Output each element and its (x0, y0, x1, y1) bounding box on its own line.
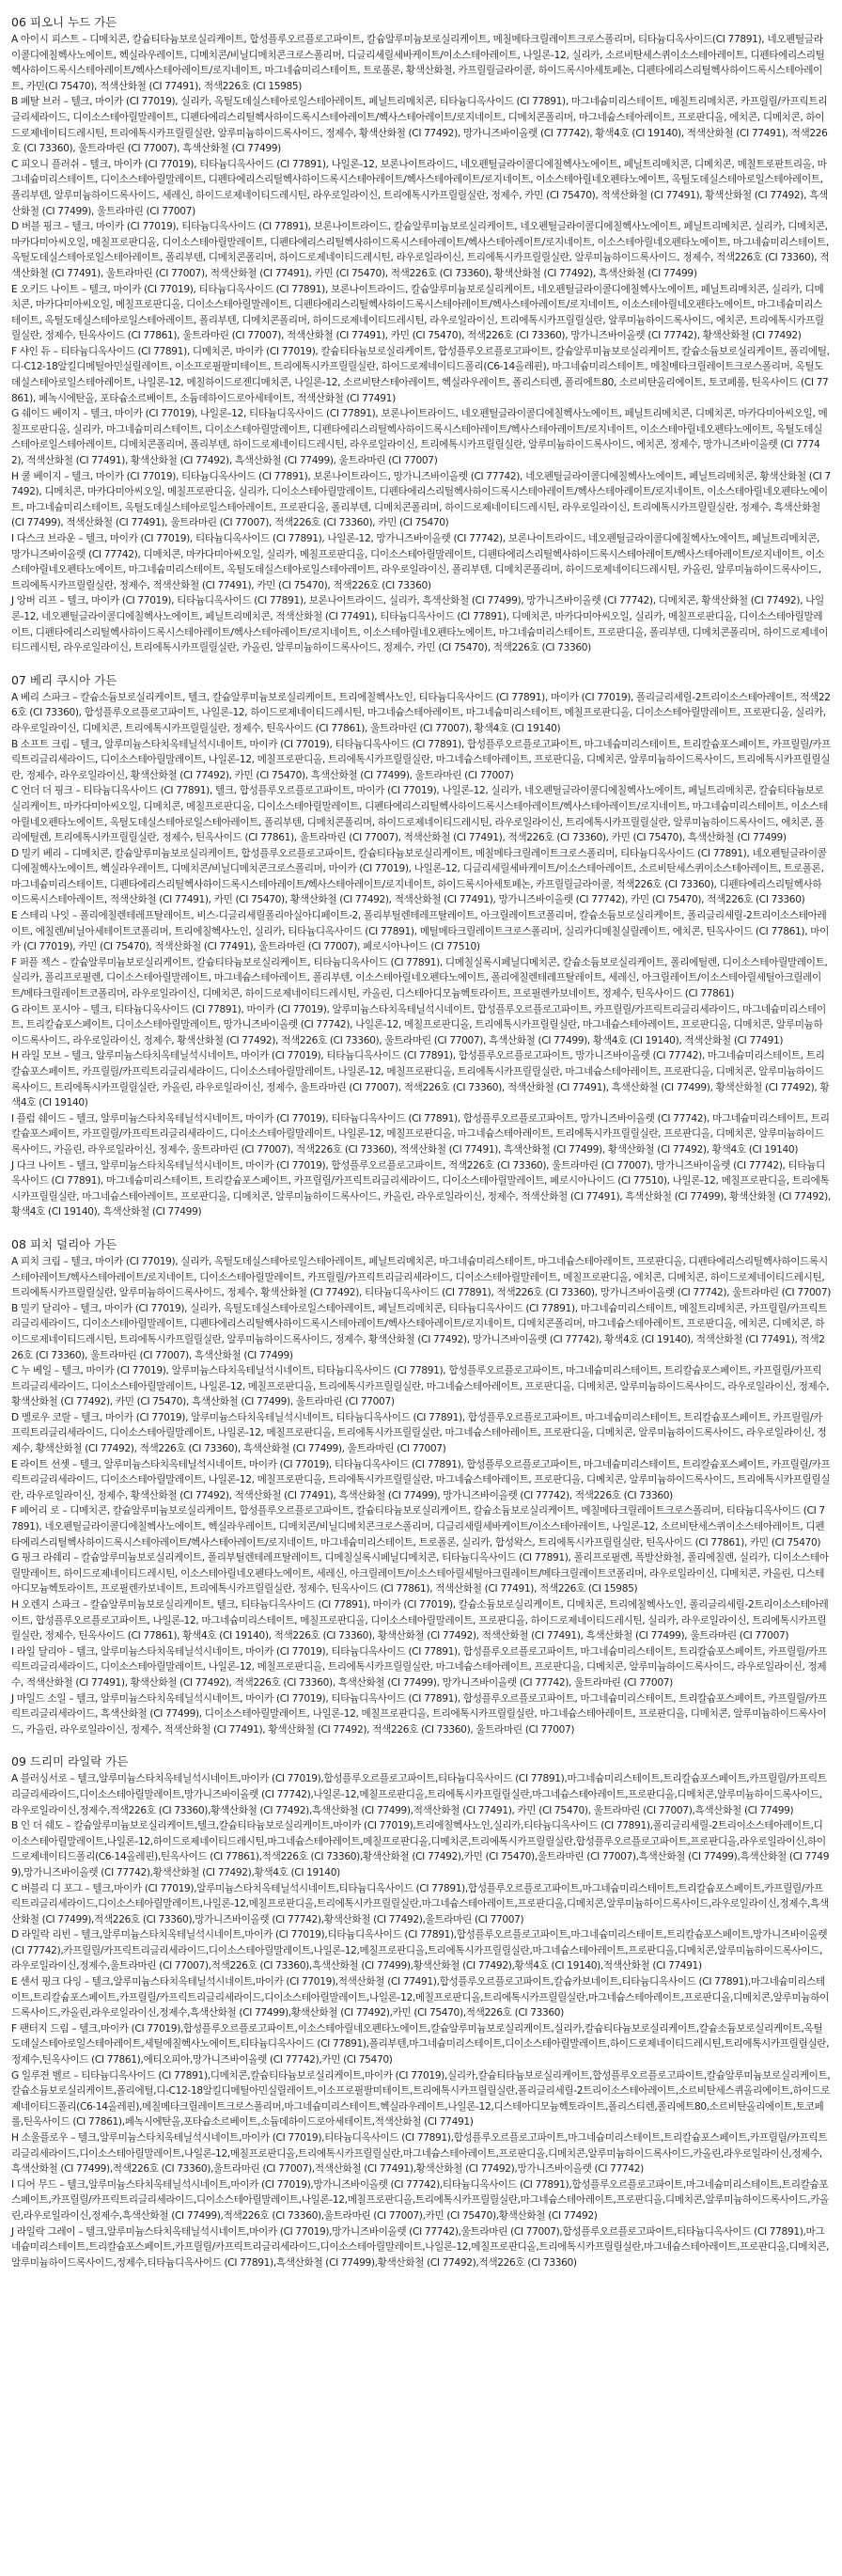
shade-ingredient-list: H 라일 모브 – 텔크, 알루미늄스타치옥테닐석시네이트, 마이카 (CI 77019), 티타늄디옥사이드 (CI 77891), 합성플루오르플로고파이트, 망가니즈바이올렛 (CI 77742), 마그네슘미리스테이트, 트리칼슘포스페이트, 카프릴릴/카프릭트리글리세라이드, 디이소스테아릴말레이트, 나일론-12, 메칠프로판디올, 트리에톡시카프릴릴실란, 마그네슘스테아레이트, 프로판디올, 디메치콘, 알루미늄하이드록사이드, 트리에톡시카프릴릴실란, 카올린, 라우로일라이신, 정제수, 울트라마린 (CI 77007), 적색226호 (CI 73360), 적색산화철 (CI 77491), 흑색산화철 (CI 77499), 황색산화철 (CI 77492), 황색4호 (CI 19140) (11, 1050, 830, 1109)
shade-ingredient-list: H 소울플로우 – 텔크,알루미늄스타치옥테닐석시네이트,마이카 (CI 77019),티타늄디옥사이드 (CI 77891),합성플루오르플로고파이트,마그네슘미리스테이트,트리칼슘포스페이트,카프릴릴/카프릭트리글리세라이드,디이소스테아릴말레이트,나일론-12,메칠프로판디올,트리에톡시카프릴릴실란,마그네슘스테아레이트,프로판디올,디메치콘,알루미늄하이드록사이드,카올린,라우로일라이신,정제수,흑색산화철 (CI 77499),적색226호 (CI 73360),울트라마린 (CI 77007),적색산화철 (CI 77491),황색산화철 (CI 77492),망가니즈바이올렛 (CI 77742) (11, 2132, 828, 2175)
shade-ingredient-list: J 마일드 소일 – 텔크, 알루미늄스타치옥테닐석시네이트, 마이카 (CI 77019), 티타늄디옥사이드 (CI 77891), 합성플루오르플로고파이트, 마그네슘미리스테이트, 트리칼슘포스페이트, 카프릴릴/카프릭트리글리세라이드, 흑색산화철 (CI 77499), 디이소스테아릴말레이트, 나일론-12, 메칠프로판디올, 트리에톡시카프릴릴실란, 마그네슘스테아레이트, 프로판디올, 디메치콘, 알루미늄하이드록사이드, 카올린, 라우로일라이신, 정제수, 적색산화철 (CI 77491), 황색산화철 (CI 77492), 적색226호 (CI 73360), 울트라마린 (CI 77007) (11, 1692, 827, 1736)
shade-ingredient-list: C 언더 더 핑크 – 티타늄디옥사이드 (CI 77891), 텔크, 합성플루오르플로고파이트, 마이카 (CI 77019), 나일론-12, 실리카, 네오펜틸글라이콜디에칠헥사노에이트, 페닐트리메치콘, 칼슘티타늄보로실리케이트, 마카다미아씨오일, 디메치콘, 메칠프로판디올, 디이소스테아릴말레이트, 디펜타에리스리틸헥사하이드록시스테아레이트/헥사스테아레이트/로지네이트, 마그네슘미리스테이트, 이소스테아릴네오펜타노에이트, 옥틸도데실스테아로일스테아레이트, 폴리부텐, 디메치콘폴리머, 하이드로제네이티드레시틴, 라우로일라이신, 트리에톡시카프릴릴실란, 알루미늄하이드록사이드, 에치콘, 폴리에틸렌, 트리에톡시카프릴릴실란, 정제수, 틴옥사이드 (CI 77861), 울트라마린 (CI 77007), 적색산화철 (CI 77491), 적색226호 (CI 73360), 카민 (CI 75470), 흑색산화철 (CI 77499) (11, 785, 829, 844)
shade-ingredient-list: A 블러싱서로 – 텔크,알루미늄스타치옥테닐석시네이트,마이카 (CI 77019),합성플루오르플로고파이트,티타늄디옥사이드 (CI 77891),마그네슘미리스테이트,트리칼슘포스페이트,카프릴릴/카프릭트리글리세라이드,디이소스테아릴말레이트,망가니즈바이올렛 (CI 77742),나일론-12,메칠프로판디올,트리에톡시카프릴릴실란,마그네슘스테아레이트,프로판디올,디메치콘,알루미늄하이드록사이드,라우로일라이신,정제수,적색226호 (CI 73360),황색산화철 (CI 77492),흑색산화철 (CI 77499),적색산화철 (CI 77491), 카민 (CI 75470), 울트라마린 (CI 77007),흑색산화철 (CI 77499) (11, 1773, 827, 1816)
shade-ingredient-list: I 디어 무드 – 텔크,알루미늄스타치옥테닐석시네이트,마이카 (CI 77019),망가니즈바이올렛 (CI 77742),티타늄디옥사이드 (CI 77891),합성플루오르플로고파이트,마그네슘미리스테이트,트리칼슘포스페이트,카프릴릴/카프릭트리글리세라이드,디이소스테아릴말레이트,나일론-12,메칠프로판디올,트리에톡시카프릴릴실란,마그네슘스테아레이트,프로판디올,디메치콘,알루미늄하이드록사이드,카올린,라우로일라이신,정제수,흑색산화철 (CI 77499),적색226호 (CI 73360),울트라마린 (CI 77007),카민 (CI 75470),황색산화철 (CI 77492) (11, 2178, 829, 2222)
shade-ingredient-list: D 멜로우 코랄 – 텔크, 마이카 (CI 77019), 알루미늄스타치옥테닐석시네이트, 티타늄디옥사이드 (CI 77891), 합성플루오르플로고파이트, 마그네슘미리스테이트, 트리칼슘포스페이트, 카프릴릴/카프릭트리글리세라이드, 디이소스테아릴말레이트, 나일론-12, 메칠프로판디올, 트리에톡시카프릴릴실란, 마그네슘스테아레이트, 프로판디올, 디메치콘, 알루미늄하이드록사이드, 라우로일라이신, 정제수, 황색산화철 (CI 77492), 적색226호 (CI 73360), 흑색산화철 (CI 77499), 울트라마린 (CI 77007) (11, 1411, 827, 1455)
shade-ingredient-list: A 베리 스파크 – 칼슘소듐보로실리케이트, 텔크, 칼슘알루미늄보로실리케이트, 트리에칠헥사노인, 티타늄디옥사이드 (CI 77891), 마이카 (CI 77019), 폴리글리세릴-2트리이소스테아레이트, 적색226호 (CI 73360), 합성플루오르플로고파이트, 나일론-12, 하이드로제네이티드레시틴, 마그네슘스테아레이트, 마그네슘미리스테이트, 메칠프로판디올, 디이소스테아릴말레이트, 프로판디올, 실리카, 라우로일라이신, 디메치콘, 트리에톡시카프릴릴실란, 정제수, 틴옥사이드 (CI 77861), 울트라마린 (CI 77007), 황색4호 (CI 19140) (11, 691, 831, 734)
shade-ingredient-list: H 오렌지 스파크 – 칼슘알루미늄보로실리케이트, 텔크, 티타늄디옥사이드 (CI 77891), 마이카 (CI 77019), 칼슘소듐보로실리케이트, 디메치콘, 트리에칠헥사노인, 폴리글리세릴-2트리이소스테아레이트, 합성플루오르플로고파이트, 나일론-12, 마그네슘미리스테이트, 메칠프로판디올, 디이소스테아릴말레이트, 프로판디올, 하이드로제네이티드레시틴, 실리카, 라우로일라이신, 트리에톡시카프릴릴실란, 정제수, 틴옥사이드 (CI 77861), 황색4호 (CI 19140), 적색226호 (CI 73360), 황색산화철 (CI 77492), 적색산화철 (CI 77491), 흑색산화철 (CI 77499), 울트라마린 (CI 77007) (11, 1599, 829, 1642)
shade-ingredient-list: E 라이트 선셋 – 텔크, 알루미늄스타치옥테닐석시네이트, 마이카 (CI 77019), 티타늄디옥사이드 (CI 77891), 합성플루오르플로고파이트, 마그네슘미리스테이트, 트리칼슘포스페이트, 카프릴릴/카프릭트리글리세라이드, 디이소스테아릴말레이트, 나일론-12, 메칠프로판디올, 트리에톡시카프릴릴실란, 마그네슘스테아레이트, 프로판디올, 디메치콘, 알루미늄하이드록사이드, 트리에톡시카프릴릴실란, 라우로일라이신, 정제수, 황색산화철 (CI 77492), 적색산화철 (CI 77491), 흑색산화철 (CI 77499), 망가니즈바이올렛 (CI 77742), 적색226호 (CI 73360) (11, 1458, 831, 1501)
shade-ingredient-list: C 피오니 플러쉬 – 텔크, 마이카 (CI 77019), 티타늄디옥사이드 (CI 77891), 나일론-12, 보론나이트라이드, 네오펜틸글라이콜디에칠헥사노에이트, 페닐트리메치콘, 디메치콘, 메칠트로판트리올, 마그네슘미리스테이트, 디이소스테아릴말레이트, 디펜타에리스리틸헥사하이드록시스테아레이트/헥사스테아레이트/로지네이트, 이소스테아릴네오펜타노에이트, 옥틸도데실스테아로일스테아레이트, 폴리부텐, 알루미늄하이드록사이드, 세레신, 하이드로제네이티드레시틴, 라우로일라이신, 트리에톡시카프릴릴실란, 정제수, 카민 (CI 75470), 적색산화철 (CI 77491), 황색산화철 (CI 77492), 흑색산화철 (CI 77499), 울트라마린 (CI 77007) (11, 158, 828, 217)
shade-ingredient-list: E 스테리 나잇 – 폴리에칠렌테레프탈레이트, 비스-디글리세릴폴리아실아디페이트-2, 폴리부틸렌테레프탈레이트, 아크릴레이트코폴리머, 칼슘소듐보로실리케이트, 폴리글리세릴-2트리이소스테아레이트, 에칠렌/비닐아세테이트코폴리머, 트리에칠헥사노인, 실리카, 티타늄디옥사이드 (CI 77891), 메틸메타크릴레이트크로스폴리머, 실리카디메칠실릴레이트, 에치콘, 틴옥사이드 (CI 77861), 마이카 (CI 77019), 카민 (CI 75470), 적색산화철 (CI 77491), 울트라마린 (CI 77007), 페로시아나이드 (CI 77510) (11, 910, 830, 953)
palette-section (11, 15, 831, 656)
shade-ingredient-list: I 라일 달리아 – 텔크, 알루미늄스타치옥테닐석시네이트, 마이카 (CI 77019), 티타늄디옥사이드 (CI 77891), 합성플루오르플로고파이트, 마그네슘미리스테이트, 트리칼슘포스페이트, 카프릴릴/카프릭트리글리세라이드, 디이소스테아릴말레이트, 나일론-12, 메칠프로판디올, 트리에톡시카프릴릴실란, 마그네슘스테아레이트, 프로판디올, 디메치콘, 알루미늄하이드록사이드, 라우로일라이신, 정제수, 적색산화철 (CI 77491), 황색산화철 (CI 77492), 적색226호 (CI 73360), 흑색산화철 (CI 77499), 망가니즈바이올렛 (CI 77742), 울트라마린 (CI 77007) (11, 1645, 827, 1689)
shade-ingredient-list: D 라일락 리빈 – 텔크,알루미늄스타치옥테닐석시네이트,마이카 (CI 77019),티타늄디옥사이드 (CI 77891),합성플루오르플로고파이트,마그네슘미리스테이트,트리칼슘포스페이트,망가니즈바이올렛 (CI 77742),카프릴릴/카프릭트리글리세라이드,디이소스테아릴말레이트,나일론-12,메칠프로판디올,트리에톡시카프릴릴실란,마그네슘스테아레이트,프로판디올,디메치콘,알루미늄하이드록사이드,라우로일라이신,정제수,울트라마린 (CI 77007),적색226호 (CI 73360),흑색산화철 (CI 77499),황색산화철 (CI 77492),황색4호 (CI 19140),적색산화철 (CI 77491) (11, 1929, 828, 1972)
section-title: 09 드리미 라일락 가든 (11, 1754, 129, 1769)
shade-ingredient-list: G 일루젼 벨르 – 티타늄디옥사이드 (CI 77891),디메치콘,칼슘티타늄보로실리케이트,마이카 (CI 77019),실리카,칼슘티타늄보로실리케이트,합성플루오르플로고파이트,칼슘알루미늄보로실리케이트,칼슘소듐보로실리케이트,폴리에틸,디-C12-18알킬디메틸아민실릴레이트,이소프로필팔미테이트,트리에톡시카프릴릴실란,폴리글리세릴-2트리이소스테아레이트,소르비탄세스퀴올리에이트,하이드로제네이티드폴리(C6-14올레핀),메칠메타크릴레이트크로스폴리머,마그네슘미리스테이트,헥실라우레이트,나일론-12,디스테아디모늄헥토라이트,폴리스티렌,폴리에트80,소르비탄올리에이트,토코페롤,틴옥사이드 (CI 77861),페녹시에탄올,포타슘소르베이트,소듐데하이드로아세테이트,적색산화철 (CI 77491) (11, 2069, 831, 2128)
shade-ingredient-list: F 페어리 로 – 디메치콘, 칼슘알루미늄보로실리케이트, 합성플루오르플로고파이트, 칼슘티타늄보로실리케이트, 칼슘소듐보로실리케이트, 메칠메타크릴레이트크로스폴리머, 티타늄디옥사이드 (CI 77891), 네오펜틸글라이콜디에칠헥사노에이트, 헥실라우레이트, 디메치콘/비닐디메치콘크로스폴리머, 디글리세릴세바케이트/이소스테아레이트, 나일론-12, 소르비탄세스퀴이소스테아레이트, 디펜타에리스리틸헥사하이드록시스테아레이트/헥사스테아레이트/로지네이트, 마그네슘미리스테이트, 트로폴론, 실리카, 합성왁스, 트리에톡시카프릴릴실란, 틴옥사이드 (CI 77861), 카민 (CI 75470) (11, 1505, 825, 1548)
shade-ingredient-list: G 핑크 라쉐리 – 칼슘알루미늄보로실리케이트, 폴리부틸렌테레프탈레이트, 디메칠실록시페닐디메치콘, 티타늄디옥사이드 (CI 77891), 폴리프로필렌, 폭발산화철, 폴리에칠렌, 실리카, 디이소스테아릴말레이트, 하이드로제네이티드레시틴, 이소스테아릴네오펜타노에이트, 세레신, 아크릴레이트/이소스테아릴세틸아크릴레이트/메타크릴레이트코폴리머, 라우로일라이신, 디메치콘, 카올린, 디스테아디모늄헥토라이트, 프로필렌카보네이트, 트리에톡시카프릴릴실란, 정제수, 틴옥사이드 (CI 77861), 적색산화철 (CI 77491), 적색226호 (CI 15985) (11, 1552, 829, 1595)
shade-ingredient-list: H 쿨 베이지 – 텔크, 마이카 (CI 77019), 티타늄디옥사이드 (CI 77891), 보론나이트라이드, 망가니즈바이올렛 (CI 77742), 네오펜틸글라이콜디에칠헥사노에이트, 페닐트리메치콘, 황색산화철 (CI 77492), 디메치콘, 마카다미아씨오일, 메칠프로판디올, 실리카, 디이소스테아릴말레이트, 디펜타에리스리틸헥사하이드록시스테아레이트/헥사스테아레이트/로지네이트, 이소스테아릴네오펜타노에이트, 마그네슘미리스테이트, 옥틸도데실스테아로일스테아레이트, 프로판디올, 폴리부텐, 디메치콘폴리머, 하이드로제네이티드레시틴, 라우로일라이신, 트리에톡시카프릴릴실란, 정제수, 흑색산화철 (CI 77499), 적색산화철 (CI 77491), 울트라마린 (CI 77007), 적색226호 (CI 73360), 카민 (CI 75470) (11, 470, 831, 529)
shade-ingredient-list: D 버블 핑크 – 텔크, 마이카 (CI 77019), 티타늄디옥사이드 (CI 77891), 보론나이트라이드, 칼슘알루미늄보로실리케이트, 네오펜틸글라이콜디에칠헥사노에이트, 페닐트리메치콘, 실리카, 디메치콘, 마카다미아씨오일, 메칠프로판디올, 디이소스테아릴말레이트, 디펜타에리스리틸헥사하이드록시스테아레이트/헥사스테아레이트/로지네이트, 이소스테아릴네오펜타노에이트, 마그네슘미리스테이트, 옥틸도데실스테아로일스테아레이트, 폴리부텐, 디메치콘폴리머, 하이드로제네이티드레시틴, 라우로일라이신, 트리에톡시카프릴릴실란, 알루미늄하이드록사이드, 정제수, 적색226호 (CI 73360), 적색산화철 (CI 77491), 울트라마린 (CI 77007), 적색산화철 (CI 77491), 카민 (CI 75470), 적색226호 (CI 73360), 황색산화철 (CI 77492), 흑색산화철 (CI 77499) (11, 221, 830, 279)
shade-ingredient-list: B 인 더 쉐도 – 칼슘알루미늄보로실리케이트,텔크,칼슘티타늄보로실리케이트,마이카 (CI 77019),트리에칠헥사노인,실리카,티타늄디옥사이드 (CI 77891),폴리글리세릴-2트리이소스테아레이트,디이소스테아릴말레이트,나일론-12,하이드로제네이티드레시틴,마그네슘스테아레이트,메칠프로판디올,디메치콘,트리에톡시카프릴릴실란,합성플루오르플로고파이트,프로판디올,라우로일라이신,하이드로제네이티드폴리(C6-14올레핀),틴옥사이드 (CI 77861),적색226호 (CI 73360),황색산화철 (CI 77492),카민 (CI 75470),울트라마린 (CI 77007),흑색산화철 (CI 77499),흑색산화철 (CI 77499),망가니즈바이올렛 (CI 77742),황색산화철 (CI 77492),황색4호 (CI 19140) (11, 1820, 830, 1878)
shade-ingredient-list: A 아이시 피스트 – 디메치콘, 칼슘티타늄보로실리케이트, 합성플루오르플로고파이트, 칼슘알루미늄보로실리케이트, 메칠메타크릴레이트크로스폴리머, 티타늄디옥사이드(CI 77891), 네오펜틸글라이콜디에칠헥사노에이트, 헥실라우레이트, 디메치콘/비닐디메치콘크로스폴리머, 디글리세릴세바케이트/이소스테아레이트, 나일론-12, 실리카, 소르비탄세스퀴이소스테아레이트, 디펜타에리스리틸헥사하이드록시스테아레이트/헥사스테아레이트/로지네이트, 마그네슘미리스테이트, 트로폴론, 황색산화철, 카프릴릴글라이콜, 하이드록시아세토페논, 디펜타에리스리틸헥사하이드록시스테아레이트, 카민(CI 75470), 적색산화철 (CI 77491), 적색226호 (CI 15985) (11, 34, 825, 92)
shade-ingredient-list: J 앙버 리프 – 텔크, 마이카 (CI 77019), 티타늄디옥사이드 (CI 77891), 보론나이트라이드, 실리카, 흑색산화철 (CI 77499), 망가니즈바이올렛 (CI 77742), 디메치콘, 황색산화철 (CI 77492), 나일론-12, 네오펜틸글라이콜디에칠헥사노에이트, 페닐트리메치콘, 적색산화철 (CI 77491), 티타늄디옥사이드 (CI 77891), 디메치콘, 마카다미아씨오일, 실리카, 메칠프로판디올, 디이소스테아릴말레이트, 디펜타에리스리틸헥사하이드록시스테아레이트/헥사스테아레이트/로지네이트, 이소스테아릴네오펜타노에이트, 마그네슘미리스테이트, 프로판디올, 폴리부텐, 디메치콘폴리머, 하이드로제네이티드레시틴, 라우로일라이신, 트리에톡시카프릴릴실란, 카올린, 알루미늄하이드록사이드, 정제수, 카민 (CI 75470), 적색226호 (CI 73360) (11, 595, 829, 654)
shade-ingredient-list: J 다크 나이트 – 텔크, 알루미늄스타치옥테닐석시네이트, 마이카 (CI 77019), 합성플루오르플로고파이트, 적색226호 (CI 73360), 울트라마린 (CI 77007), 망가니즈바이올렛 (CI 77742), 티타늄디옥사이드 (CI 77891), 마그네슘미리스테이트, 트리칼슘포스페이트, 카프릴릴/카프릭트리글리세라이드, 디이소스테아릴말레이트, 페로시아나이드 (CI 77510), 나일론-12, 메칠프로판디올, 트리에톡시카프릴릴실란, 마그네슘스테아레이트, 프로판디올, 디메치콘, 알루미늄하이드록사이드, 카올린, 라우로일라이신, 정제수, 적색산화철 (CI 77491), 흑색산화철 (CI 77499), 황색산화철 (CI 77492), 황색4호 (CI 19140), 흑색산화철 (CI 77499) (11, 1159, 831, 1218)
palette-section (11, 673, 831, 1220)
shade-ingredient-list: F 샤인 듀 – 티타늄디옥사이드 (CI 77891), 디메치콘, 마이카 (CI 77019), 칼슘티타늄보로실리케이트, 합성플루오르플로고파이트, 칼슘알루미늄보로실리케이트, 칼슘소듐보로실리케이트, 폴리에틸, 디-C12-18알킬디메틸아민실릴레이트, 이소프로필팔미테이트, 트리에톡시카프릴릴실란, 하이드로제네이티드폴리(C6-14올레핀), 마그네슘미리스테이트, 메칠메타크릴레이트크로스폴리머, 옥틸도데실스테아로일스테아레이트, 나일론-12, 메칠하이드로젠디메치콘, 나일론-12, 소르비탄스테아레이트, 헥실라우레이트, 폴리스티렌, 폴리에트80, 소르비탄올리에이트, 토코페롤, 틴옥사이드 (CI 77861), 페녹시에탄올, 포타슘소르베이트, 소듐데하이드로아세테이트, 적색산화철 (CI 77491) (11, 345, 830, 404)
section-title: 06 피오니 누드 가든 (11, 15, 117, 29)
shade-ingredient-list: G 쉐이드 베이지 – 텔크, 마이카 (CI 77019), 나일론-12, 티타늄디옥사이드 (CI 77891), 보론나이트라이드, 네오펜틸글라이콜디에칠헥사노에이트, 페닐트리메치콘, 디메치콘, 마카다미아씨오일, 메칠프로판디올, 실리카, 마그네슘미리스테이트, 디이소스테아릴말레이트, 디펜타에리스리틸헥사하이드록시스테아레이트/헥사스테아레이트/로지네이트, 이소스테아릴네오펜타노에이트, 옥틸도데실스테아로일스테아레이트, 디메치콘폴리머, 폴리부텐, 하이드로제네이티드레시틴, 라우로일라이신, 트리에톡시카프릴릴실란, 알루미늄하이드록사이드, 에치콘, 정제수, 망가니즈바이올렛 (CI 77742), 적색산화철 (CI 77491), 황색산화철 (CI 77492), 흑색산화철 (CI 77499), 울트라마린 (CI 77007) (11, 408, 828, 467)
shade-ingredient-list: I 다스크 브라운 – 텔크, 마이카 (CI 77019), 티타늄디옥사이드 (CI 77891), 나일론-12, 망가니즈바이올렛 (CI 77742), 보론나이트라이드, 네오펜틸글라이콜디에칠헥사노에이트, 페닐트리메치콘, 망가니즈바이올렛 (CI 77742), 디메치콘, 마카다미아씨오일, 실리카, 메칠프로판디올, 디이소스테아릴말레이트, 디펜타에리스리틸헥사하이드록시스테아레이트/헥사스테아레이트/로지네이트, 이소스테아릴네오펜타노에이트, 마그네슘미리스테이트, 옥틸도데실스테아로일스테아레이트, 라우로일라이신, 폴리부텐, 디메치콘폴리머, 하이드로제네이티드레시틴, 카올린, 알루미늄하이드록사이드, 트리에톡시카프릴릴실란, 정제수, 적색산화철 (CI 77491), 카민 (CI 75470), 적색226호 (CI 73360) (11, 533, 825, 591)
shade-ingredient-list: C 누 베일 – 텔크, 마이카 (CI 77019), 알루미늄스타치옥테닐석시네이트, 티타늄디옥사이드 (CI 77891), 합성플루오르플로고파이트, 마그네슘미리스테이트, 트리칼슘포스페이트, 카프릴릴/카프릭트리글리세라이드, 디이소스테아릴말레이트, 나일론-12, 메칠프로판디올, 트리에톡시카프릴릴실란, 마그네슘스테아레이트, 프로판디올, 디메치콘, 알루미늄하이드록사이드, 라우로일라이신, 정제수, 황색산화철 (CI 77492), 카민 (CI 75470), 흑색산화철 (CI 77499), 울트라마린 (CI 77007) (11, 1365, 830, 1408)
shade-ingredient-list: F 퍼플 젝스 – 칼슘알루미늄보로실리케이트, 칼슘티타늄보로실리케이트, 티타늄디옥사이드 (CI 77891), 디메칠실록시페닐디메치콘, 칼슘소듐보로실리케이트, 폴리에틸렌, 디이소스테아릴말레이트, 실리카, 폴리프로필렌, 디이소스테아릴말레이트, 마그네슘스테아레이트, 폴리부텐, 이소스테아릴네오펜타노에이트, 폴리에칠렌테레프탈레이트, 세레신, 아크릴레이트/이소스테아릴세틸아크릴레이트/메타크릴레이트코폴리머, 라우로일라이신, 디메치콘, 하이드로제네이티드레시틴, 카올린, 디스테아디모늄헥토라이트, 프로필렌카보네이트, 정제수, 틴옥사이드 (CI 77861) (11, 956, 828, 1000)
section-title: 07 베리 쿠시아 가든 (11, 672, 117, 687)
shade-ingredient-list: B 페탈 브러 – 텔크, 마이카 (CI 77019), 실리카, 옥틸도데실스테아로일스테아레이트, 페닐트리메치콘, 티타늄디옥사이드 (CI 77891), 마그네슘미리스테이트, 메칠트리메치콘, 카프릴릴/카프릭트리글리세라이드, 디이소스테아릴말레이트, 디펜타에리스리틸헥사하이드록시스테아레이트/헥사스테아레이트/로지네이트, 디메치콘폴리머, 마그네슘스테아레이트, 프로판디올, 에치콘, 디메치콘, 하이드로제네이티드레시틴, 트리에톡시카프릴릴실란, 알루미늄하이드록사이드, 정제수, 황색산화철 (CI 77492), 망가니즈바이올렛 (CI 77742), 황색4호 (CI 19140), 적색산화철 (CI 77491), 적색226호 (CI 73360), 울트라마린 (CI 77007), 흑색산화철 (CI 77499) (11, 96, 828, 155)
section-title: 08 피치 덜리아 가든 (11, 1236, 117, 1251)
shade-ingredient-list: J 라일락 그레이 – 텔크,알루미늄스타치옥테닐석시네이트,마이카 (CI 77019),망가니즈바이올렛 (CI 77742),울트라마린 (CI 77007),합성플루오르플로고파이트,티타늄디옥사이드 (CI 77891),마그네슘미리스테이트,트리칼슘포스페이트,카프릴릴/카프릭트리글리세라이드,디이소스테아릴말레이트,나일론-12,메칠프로판디올,트리에톡시카프릴릴실란,마그네슘스테아레이트,프로판디올,디메치콘,알루미늄하이드록사이드,정제수,티타늄디옥사이드 (CI 77891),흑색산화철 (CI 77499),황색산화철 (CI 77492),적색226호 (CI 73360) (11, 2225, 829, 2269)
shade-ingredient-list: C 버블리 디 포그 – 텔크,마이카 (CI 77019),알루미늄스타치옥테닐석시네이트,티타늄디옥사이드 (CI 77891),합성플루오르플로고파이트,마그네슘미리스테이트,트리칼슘포스페이트,카프릴릴/카프릭트리글리세라이드,디이소스테아릴말레이트,나일론-12,메칠프로판디올,트리에톡시카프릴릴실란,마그네슘스테아레이트,프로판디올,디메치콘,알루미늄하이드록사이드,라우로일라이신,정제수,흑색산화철 (CI 77499),적색226호 (CI 73360),망가니즈바이올렛 (CI 77742),황색산화철 (CI 77492),울트라마린 (CI 77007) (11, 1882, 829, 1925)
shade-ingredient-list: E 오키드 나이트 – 텔크, 마이카 (CI 77019), 티타늄디옥사이드 (CI 77891), 보론나이트라이드, 칼슘알루미늄보로실리케이트, 네오펜틸글라이콜디에칠헥사노에이트, 페닐트리메치콘, 실리카, 디메치콘, 마카다미아씨오일, 메칠프로판디올, 디이소스테아릴말레이트, 디펜타에리스리틸헥사하이드록시스테아레이트/헥사스테아레이트/로지네이트, 이소스테아릴네오펜타노에이트, 마그네슘미리스테이트, 옥틸도데실스테아로일스테아레이트, 폴리부텐, 디메치콘폴리머, 하이드로제네이티드레시틴, 라우로일라이신, 트리에톡시카프릴릴실란, 알루미늄하이드록사이드, 에치콘, 트리에톡시카프릴릴실란, 정제수, 틴옥사이드 (CI 77861), 울트라마린 (CI 77007), 적색산화철 (CI 77491), 카민 (CI 75470), 적색226호 (CI 73360), 망가니즈바이올렛 (CI 77742), 황색산화철 (CI 77492) (11, 283, 824, 342)
shade-ingredient-list: G 라이트 포시아 – 텔크, 티타늄디옥사이드 (CI 77891), 마이카 (CI 77019), 알루미늄스타치옥테닐석시네이트, 합성플루오르플로고파이트, 카프릴릴/카프릭트리글리세라이드, 마그네슘미리스테이트, 트리칼슘포스페이트, 디이소스테아릴말레이트, 망가니즈바이올렛 (CI 77742), 나일론-12, 메칠프로판디올, 트리에톡시카프릴릴실란, 마그네슘스테아레이트, 프로판디올, 디메치콘, 알루미늄하이드록사이드, 라우로일라이신, 정제수, 황색산화철 (CI 77492), 적색226호 (CI 73360), 울트라마린 (CI 77007), 흑색산화철 (CI 77499), 황색4호 (CI 19140), 적색산화철 (CI 77491) (11, 1003, 826, 1046)
shade-ingredient-list: E 센서 핑크 다잉 – 텔크,알루미늄스타치옥테닐석시네이트,마이카 (CI 77019),적색산화철 (CI 77491),합성플루오르플로고파이트,칼슘카보네이트,티타늄디옥사이드 (CI 77891),마그네슘미리스테이트,트리칼슘포스페이트,카프릴릴/카프릭트리글리세라이드,디이소스테아릴말레이트,나일론-12,메칠프로판디올,트리에톡시카프릴릴실란,마그네슘스테아레이트,프로판디올,디메치콘,알루미늄하이드록사이드,카올린,라우로일라이신,정제수,흑색산화철 (CI 77499),황색산화철 (CI 77492),카민 (CI 75470),적색226호 (CI 73360) (11, 1976, 829, 2019)
shade-ingredient-list: B 소프트 크림 – 텔크, 알루미늄스타치옥테닐석시네이트, 마이카 (CI 77019), 티타늄디옥사이드 (CI 77891), 합성플루오르플로고파이트, 마그네슘미리스테이트, 트리칼슘포스페이트, 카프릴릴/카프릭트리글리세라이드, 디이소스테아릴말레이트, 나일론-12, 메칠프로판디올, 트리에톡시카프릴릴실란, 마그네슘스테아레이트, 프로판디올, 디메치콘, 알루미늄하이드록사이드, 트리에톡시카프릴릴실란, 정제수, 라우로일라이신, 황색산화철 (CI 77492), 카민 (CI 75470), 흑색산화철 (CI 77499), 울트라마린 (CI 77007) (11, 738, 831, 781)
shade-ingredient-list: I 플럼 쉐이드 – 텔크, 알루미늄스타치옥테닐석시네이트, 마이카 (CI 77019), 티타늄디옥사이드 (CI 77891), 합성플루오르플로고파이트, 망가니즈바이올렛 (CI 77742), 마그네슘미리스테이트, 트리칼슘포스페이트, 카프릴릴/카프릭트리글리세라이드, 디이소스테아릴말레이트, 나일론-12, 메칠프로판디올, 마그네슘스테아레이트, 트리에톡시카프릴릴실란, 프로판디올, 디메치콘, 알루미늄하이드록사이드, 카올린, 라우로일라이신, 정제수, 울트라마린 (CI 77007), 적색226호 (CI 73360), 적색산화철 (CI 77491), 흑색산화철 (CI 77499), 황색산화철 (CI 77492), 황색4호 (CI 19140) (11, 1112, 830, 1155)
shade-ingredient-list: A 피치 크림 – 텔크, 마이카 (CI 77019), 실리카, 옥틸도데실스테아로일스테아레이트, 페닐트리메치콘, 마그네슘미리스테이트, 마그네슘스테아레이트, 프로판디올, 디펜타에리스리틸헥사하이드록시스테아레이트/헥사스테아레이트/로지네이트, 디이소스테아릴말레이트, 카프릴릴/카프릭트리글리세라이드, 디이소스테아릴말레이트, 메칠프로판디올, 에치콘, 디메치콘, 하이드로제네이티드레시틴, 트리에톡시카프릴릴실란, 알루미늄하이드록사이드, 정제수, 황색산화철 (CI 77492), 티타늄디옥사이드 (CI 77891), 적색226호 (CI 73360), 망가니즈바이올렛 (CI 77742), 울트라마린 (CI 77007) (11, 1255, 831, 1299)
shade-ingredient-list: F 팬터지 드림 – 텔크,마이카 (CI 77019),합성플루오르플로고파이트,이소스테아릴네오펜타노에이트,칼슘알루미늄보로실리케이트,실리카,칼슘티타늄보로실리케이트,칼슘소듐보로실리케이트,옥틸도데실스테아로일스테아레이트,세틸에칠헥사노에이트,티타늄디옥사이드 (CI 77891),폴리부텐,마그네슘미리스테이트,디이소스테아릴말레이트,하이드로제네이티드레시틴,트리에톡시카프릴릴실란,정제수,틴옥사이드 (CI 77861),에티오피아,망가니즈바이올렛 (CI 77742),카민 (CI 75470) (11, 2022, 830, 2066)
palette-section (11, 1237, 831, 1737)
shade-ingredient-list: B 밀키 달리아 – 텔크, 마이카 (CI 77019), 실리카, 옥틸도데실스테아로일스테아레이트, 페닐트리메치콘, 티타늄디옥사이드 (CI 77891), 마그네슘미리스테이트, 메칠트리메치콘, 카프릴릴/카프릭트리글리세라이드, 디이소스테아릴말레이트, 디펜타에리스리틸헥사하이드록시스테아레이트/헥사스테아레이트/로지네이트, 디메치콘폴리머, 마그네슘스테아레이트, 프로판디올, 에치콘, 디메치콘, 하이드로제네이티드레시틴, 트리에톡시카프릴릴실란, 알루미늄하이드록사이드, 정제수, 황색산화철 (CI 77492), 망가니즈바이올렛 (CI 77742), 황색4호 (CI 19140), 적색산화철 (CI 77491), 적색226호 (CI 73360), 울트라마린 (CI 77007), 흑색산화철 (CI 77499) (11, 1302, 828, 1361)
section-list (11, 15, 831, 2270)
shade-ingredient-list: D 밀키 베리 – 디메치콘, 칼슘알루미늄보로실리케이트, 합성플루오르플로고파이트, 칼슘티타늄보로실리케이트, 메칠메타크릴레이트크로스폴리머, 티타늄디옥사이드 (CI 77891), 네오펜틸글라이콜디에칠헥사노에이트, 헥실라우레이트, 디메치콘/비닐디메치콘크로스폴리머, 마이카 (CI 77019), 나일론-12, 디글리세릴세바케이트/이소스테아레이트, 소르비탄세스퀴이소스테아레이트, 트로폴론, 마그네슘미리스테이트, 디펜타에리스리틸헥사하이드록시스테아레이트/헥사스테아레이트/로지네이트, 하이드록시아세토페논, 카프릴릴글라이콜, 적색226호 (CI 73360), 디펜타에리스리틸헥사하이드록시스테아레이트, 적색산화철 (CI 77491), 카민 (CI 75470), 황색산화철 (CI 77492), 적색산화철 (CI 77491), 망가니즈바이올렛 (CI 77742), 카민 (CI 75470), 적색226호 (CI 73360) (11, 847, 827, 906)
palette-section (11, 1754, 831, 2270)
